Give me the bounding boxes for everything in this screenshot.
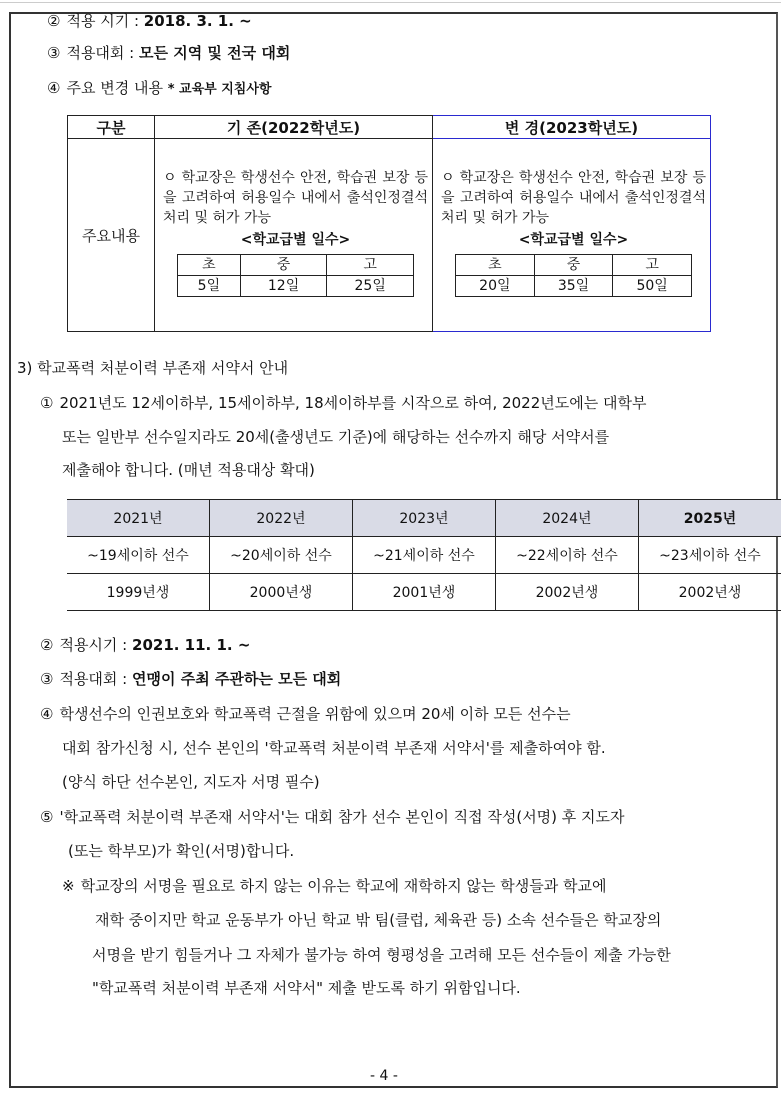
item5-line1 (40, 807, 625, 827)
item4-line1 (40, 704, 571, 724)
before-cell (155, 139, 433, 332)
note-line3: 서명을 받기 힘들거나 그 자체가 불가능 하여 형평성을 고려해 모든 선수들이 제출 가능한 (92, 946, 671, 964)
circled-num: ④ (40, 705, 54, 723)
age-table (67, 499, 781, 611)
after-days-table (455, 254, 692, 297)
value: 2021. 11. 1. ~ (132, 636, 251, 654)
label: 주요 변경 내용 (66, 79, 168, 97)
text: 학교장의 서명을 필요로 하지 않는 이유는 학교에 재학하지 않는 학생들과 학교에 (80, 877, 607, 895)
year-header: 2025년 (638, 500, 781, 537)
birth-cell: 1999년생 (67, 574, 209, 611)
apply-competition-federation (40, 669, 341, 689)
value: 연맹이 주최 주관하는 모든 대회 (132, 670, 342, 688)
label: 적용대회 : (66, 44, 140, 62)
circled-num: ④ (47, 79, 61, 97)
item5-line2: (또는 학부모)가 확인(서명)합니다. (68, 842, 295, 860)
birth-cell: 2002년생 (495, 574, 638, 611)
level: 중 (534, 255, 613, 276)
level: 초 (178, 255, 241, 276)
days: 12일 (240, 276, 327, 297)
row-label: 주요내용 (68, 139, 155, 332)
level: 초 (456, 255, 535, 276)
changes-table (67, 115, 711, 332)
item4-line2: 대회 참가신청 시, 선수 본인의 '학교폭력 처분이력 부존재 서약서'를 제출하여야 함. (62, 739, 606, 757)
circled-num: ② (47, 12, 61, 30)
days: 25일 (327, 276, 414, 297)
note-mark: ※ (62, 877, 75, 895)
rule-text: ㅇ 학교장은 학생선수 안전, 학습권 보장 등을 고려하여 허용일수 내에서 출석인정결석 처리 및 허가 가능 (163, 170, 428, 226)
label: 적용시기 : (59, 636, 133, 654)
birth-cell: 2001년생 (352, 574, 495, 611)
circled-num: ⑤ (40, 808, 54, 826)
year-header: 2023년 (352, 500, 495, 537)
year-header: 2021년 (67, 500, 209, 537)
text: 2021년도 12세이하부, 15세이하부, 18세이하부를 시작으로 하여, 2022년도에는 대학부 (59, 394, 647, 412)
age-cell: ~20세이하 선수 (209, 537, 352, 574)
note-line2: 재학 중이지만 학교 운동부가 아닌 학교 밖 팀(클럽, 체육관 등) 소속 선수들은 학교장의 (95, 911, 662, 929)
level: 고 (327, 255, 414, 276)
label: 적용 시기 : (66, 12, 144, 30)
header-category: 구분 (68, 116, 155, 139)
after-cell (433, 139, 711, 332)
section-title: 3) 학교폭력 처분이력 부존재 서약서 안내 (17, 359, 289, 377)
item1-line2: 또는 일반부 선수일지라도 20세(출생년도 기준)에 해당하는 선수까지 해당 서약서를 (62, 428, 610, 446)
note-line1 (62, 876, 606, 896)
page-number: - 4 - (370, 1068, 398, 1084)
item1-line3: 제출해야 합니다. (매년 적용대상 확대) (62, 461, 315, 479)
age-cell: ~19세이하 선수 (67, 537, 209, 574)
days-subtitle: <학교급별 일수> (240, 232, 351, 248)
circled-num: ② (40, 636, 54, 654)
circled-num: ③ (47, 44, 61, 62)
days: 50일 (613, 276, 692, 297)
item4-line3: (양식 하단 선수본인, 지도자 서명 필수) (62, 773, 320, 791)
days: 35일 (534, 276, 613, 297)
apply-period-2018 (47, 11, 252, 31)
year-header: 2024년 (495, 500, 638, 537)
days-subtitle: <학교급별 일수> (518, 232, 629, 248)
age-cell: ~23세이하 선수 (638, 537, 781, 574)
header-after: 변 경(2023학년도) (433, 116, 711, 139)
age-cell: ~21세이하 선수 (352, 537, 495, 574)
age-cell: ~22세이하 선수 (495, 537, 638, 574)
note-line4: "학교폭력 처분이력 부존재 서약서" 제출 받도록 하기 위함입니다. (92, 979, 521, 997)
birth-cell: 2000년생 (209, 574, 352, 611)
text: '학교폭력 처분이력 부존재 서약서'는 대회 참가 선수 본인이 직접 작성(서명) 후 지도자 (59, 808, 625, 826)
header-before: 기 존(2022학년도) (155, 116, 433, 139)
value: 2018. 3. 1. ~ (143, 12, 252, 30)
top-rule (0, 2, 781, 3)
item1-line1 (40, 393, 646, 413)
text: 학생선수의 인권보호와 학교폭력 근절을 위함에 있으며 20세 이하 모든 선수는 (59, 705, 571, 723)
label: 적용대회 : (59, 670, 133, 688)
value: 모든 지역 및 전국 대회 (139, 44, 291, 62)
level: 중 (240, 255, 327, 276)
year-header: 2022년 (209, 500, 352, 537)
days: 5일 (178, 276, 241, 297)
before-days-table (177, 254, 414, 297)
birth-cell: 2002년생 (638, 574, 781, 611)
rule-text: ㅇ 학교장은 학생선수 안전, 학습권 보장 등을 고려하여 허용일수 내에서 출석인정결석 처리 및 허가 가능 (441, 170, 706, 226)
main-changes (47, 78, 271, 100)
apply-competition-all (47, 43, 290, 63)
level: 고 (613, 255, 692, 276)
apply-period-2021 (40, 635, 250, 655)
days: 20일 (456, 276, 535, 297)
value: * 교육부 지침사항 (167, 82, 272, 97)
circled-num: ③ (40, 670, 54, 688)
circled-num: ① (40, 394, 54, 412)
